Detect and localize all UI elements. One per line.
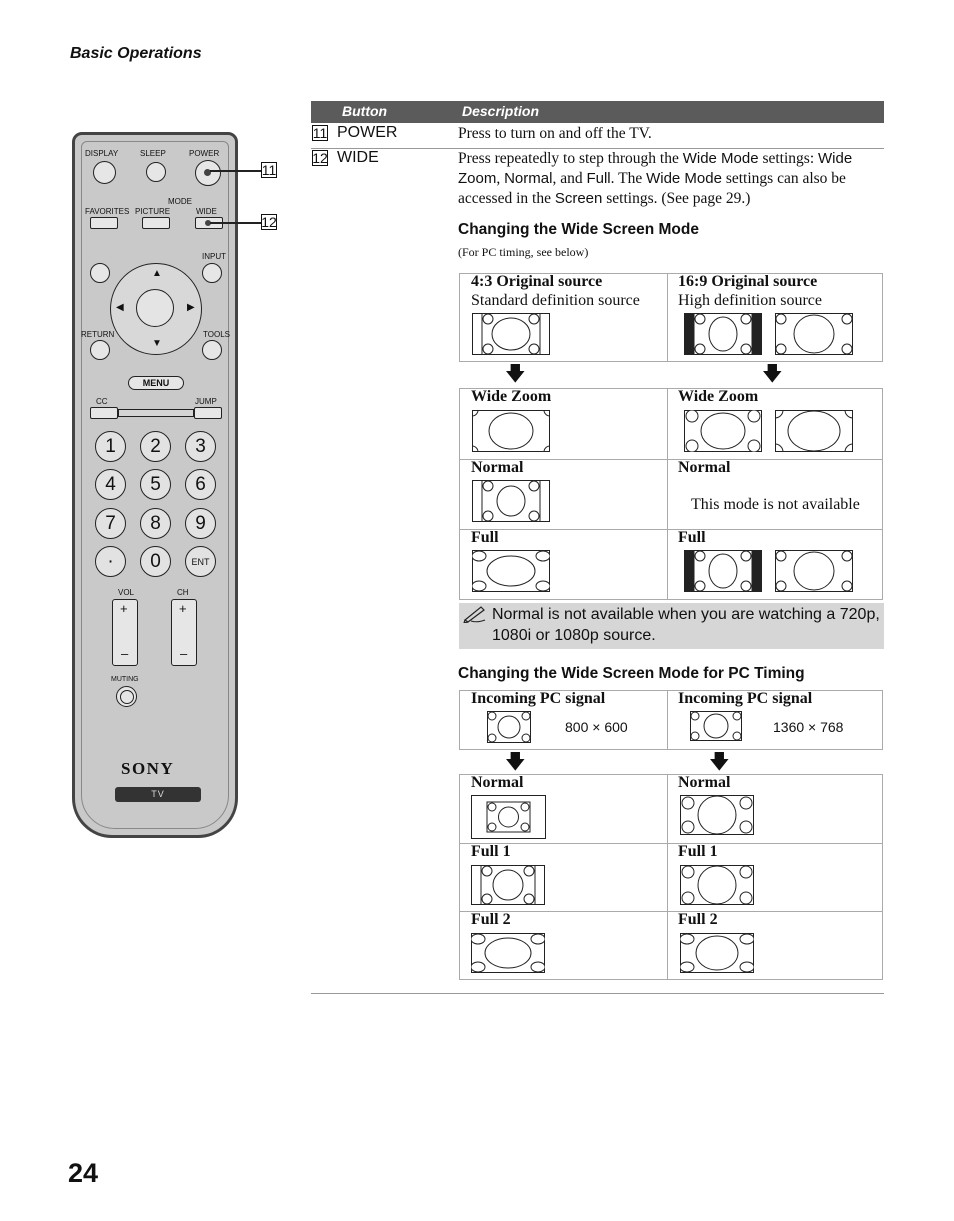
source-169-subtitle: High definition source	[678, 292, 822, 309]
pc-full1-800-thumb	[471, 865, 545, 905]
muting-label: MUTING	[111, 676, 139, 683]
arrow-down-icon: 🡇	[709, 751, 730, 773]
arrow-down-icon: 🡇	[505, 751, 526, 773]
favorites-label: FAVORITES	[85, 207, 130, 216]
normal-label-43: Normal	[471, 459, 524, 476]
pc-1360-thumb	[690, 711, 742, 741]
wide-label: WIDE	[196, 207, 217, 216]
minus-icon: –	[180, 646, 188, 661]
incoming-label-left: Incoming PC signal	[471, 690, 606, 707]
arrow-right-icon[interactable]: ▶	[187, 302, 195, 313]
normal-43-thumb	[472, 480, 550, 522]
note-text: Normal is not available when you are watching a 720p, 1080i or 1080p source.	[492, 606, 880, 644]
source-169-thumb-pillar	[684, 313, 762, 355]
wide-zoom-169-thumb-b	[775, 410, 853, 452]
pc-full2-right: Full 2	[678, 911, 718, 928]
wide-zoom-43-thumb	[472, 410, 550, 452]
power-label: POWER	[189, 149, 220, 158]
menu-button[interactable]: MENU	[128, 376, 184, 390]
power-row-button: POWER	[337, 124, 398, 141]
callout-12: 12	[261, 214, 277, 230]
wide-mode-title: Changing the Wide Screen Mode	[458, 221, 699, 238]
wide-row-description: Press repeatedly to step through the Wide Mode settings: Wide Zoom, Normal, and Full. The Wide Mode settings can also be accessed in the Screen settings. (See page 29.)	[458, 150, 853, 207]
power-row-description: Press to turn on and off the TV.	[458, 125, 652, 142]
tools-label: TOOLS	[203, 330, 230, 339]
cc-label: CC	[96, 397, 108, 406]
section-title: Basic Operations	[70, 45, 202, 62]
pc-normal-right: Normal	[678, 774, 731, 791]
full-169-thumb-pillar	[684, 550, 762, 592]
source-43-thumb	[472, 313, 550, 355]
digit-8-button[interactable]: 8	[140, 508, 171, 539]
full-169-thumb	[775, 550, 853, 592]
pc-full2-1360-thumb	[680, 933, 754, 973]
pc-full1-1360-thumb	[680, 865, 754, 905]
resolution-left: 800 × 600	[565, 719, 628, 735]
arrow-down-icon: 🡇	[505, 363, 526, 385]
pc-normal-1360-thumb	[680, 795, 754, 835]
source-169-thumb	[775, 313, 853, 355]
plus-icon: +	[120, 601, 128, 616]
pc-full2-800-thumb	[471, 933, 545, 973]
full-43-thumb	[472, 550, 550, 592]
arrow-left-icon[interactable]: ◀	[116, 302, 124, 313]
digit-7-button[interactable]: 7	[95, 508, 126, 539]
page-number: 24	[68, 1158, 99, 1188]
arrow-down-icon: 🡇	[762, 363, 783, 385]
wide-mode-subnote: (For PC timing, see below)	[458, 245, 589, 259]
digit-2-button[interactable]: 2	[140, 431, 171, 462]
pc-800-thumb	[487, 711, 531, 743]
digit-3-button[interactable]: 3	[185, 431, 216, 462]
pc-normal-800-thumb	[471, 795, 546, 839]
mode-label: MODE	[168, 197, 192, 206]
wide-zoom-label-169: Wide Zoom	[678, 388, 759, 405]
wide-zoom-label-43: Wide Zoom	[471, 388, 552, 405]
wide-zoom-169-thumb-a	[684, 410, 762, 452]
source-43-subtitle: Standard definition source	[471, 292, 640, 309]
jump-label: JUMP	[195, 397, 217, 406]
resolution-right: 1360 × 768	[773, 719, 844, 735]
full-label-43: Full	[471, 529, 499, 546]
pc-full1-left: Full 1	[471, 843, 511, 860]
tv-badge: TV	[115, 787, 201, 802]
pc-normal-left: Normal	[471, 774, 524, 791]
row-number-12: 12	[312, 150, 328, 166]
callout-11: 11	[261, 162, 277, 178]
digit-1-button[interactable]: 1	[95, 431, 126, 462]
dot-button[interactable]: ·	[95, 546, 126, 577]
pc-full2-left: Full 2	[471, 911, 511, 928]
minus-icon: –	[121, 646, 129, 661]
button-column-header: Button	[342, 103, 388, 119]
wide-row-button: WIDE	[337, 149, 379, 166]
normal-label-169: Normal	[678, 459, 731, 476]
digit-4-button[interactable]: 4	[95, 469, 126, 500]
full-label-169: Full	[678, 529, 706, 546]
not-available-text: This mode is not available	[691, 496, 860, 513]
digit-6-button[interactable]: 6	[185, 469, 216, 500]
vol-label: VOL	[118, 588, 135, 597]
display-label: DISPLAY	[85, 149, 119, 158]
sony-logo: SONY	[121, 759, 175, 778]
row-number-11: 11	[312, 125, 328, 141]
pc-timing-title: Changing the Wide Screen Mode for PC Timing	[458, 665, 805, 682]
ent-button[interactable]: ENT	[185, 546, 216, 577]
input-label: INPUT	[202, 252, 226, 261]
source-43-title: 4:3 Original source	[471, 273, 603, 290]
sleep-label: SLEEP	[140, 149, 166, 158]
picture-label: PICTURE	[135, 207, 171, 216]
digit-5-button[interactable]: 5	[140, 469, 171, 500]
digit-9-button[interactable]: 9	[185, 508, 216, 539]
source-169-title: 16:9 Original source	[678, 273, 818, 290]
description-column-header: Description	[462, 103, 540, 119]
ch-label: CH	[177, 588, 189, 597]
pc-full1-right: Full 1	[678, 843, 718, 860]
arrow-up-icon[interactable]: ▲	[152, 268, 162, 279]
digit-0-button[interactable]: 0	[140, 546, 171, 577]
incoming-label-right: Incoming PC signal	[678, 690, 813, 707]
arrow-down-icon[interactable]: ▼	[152, 338, 162, 349]
return-label: RETURN	[81, 330, 115, 339]
plus-icon: +	[179, 601, 187, 616]
